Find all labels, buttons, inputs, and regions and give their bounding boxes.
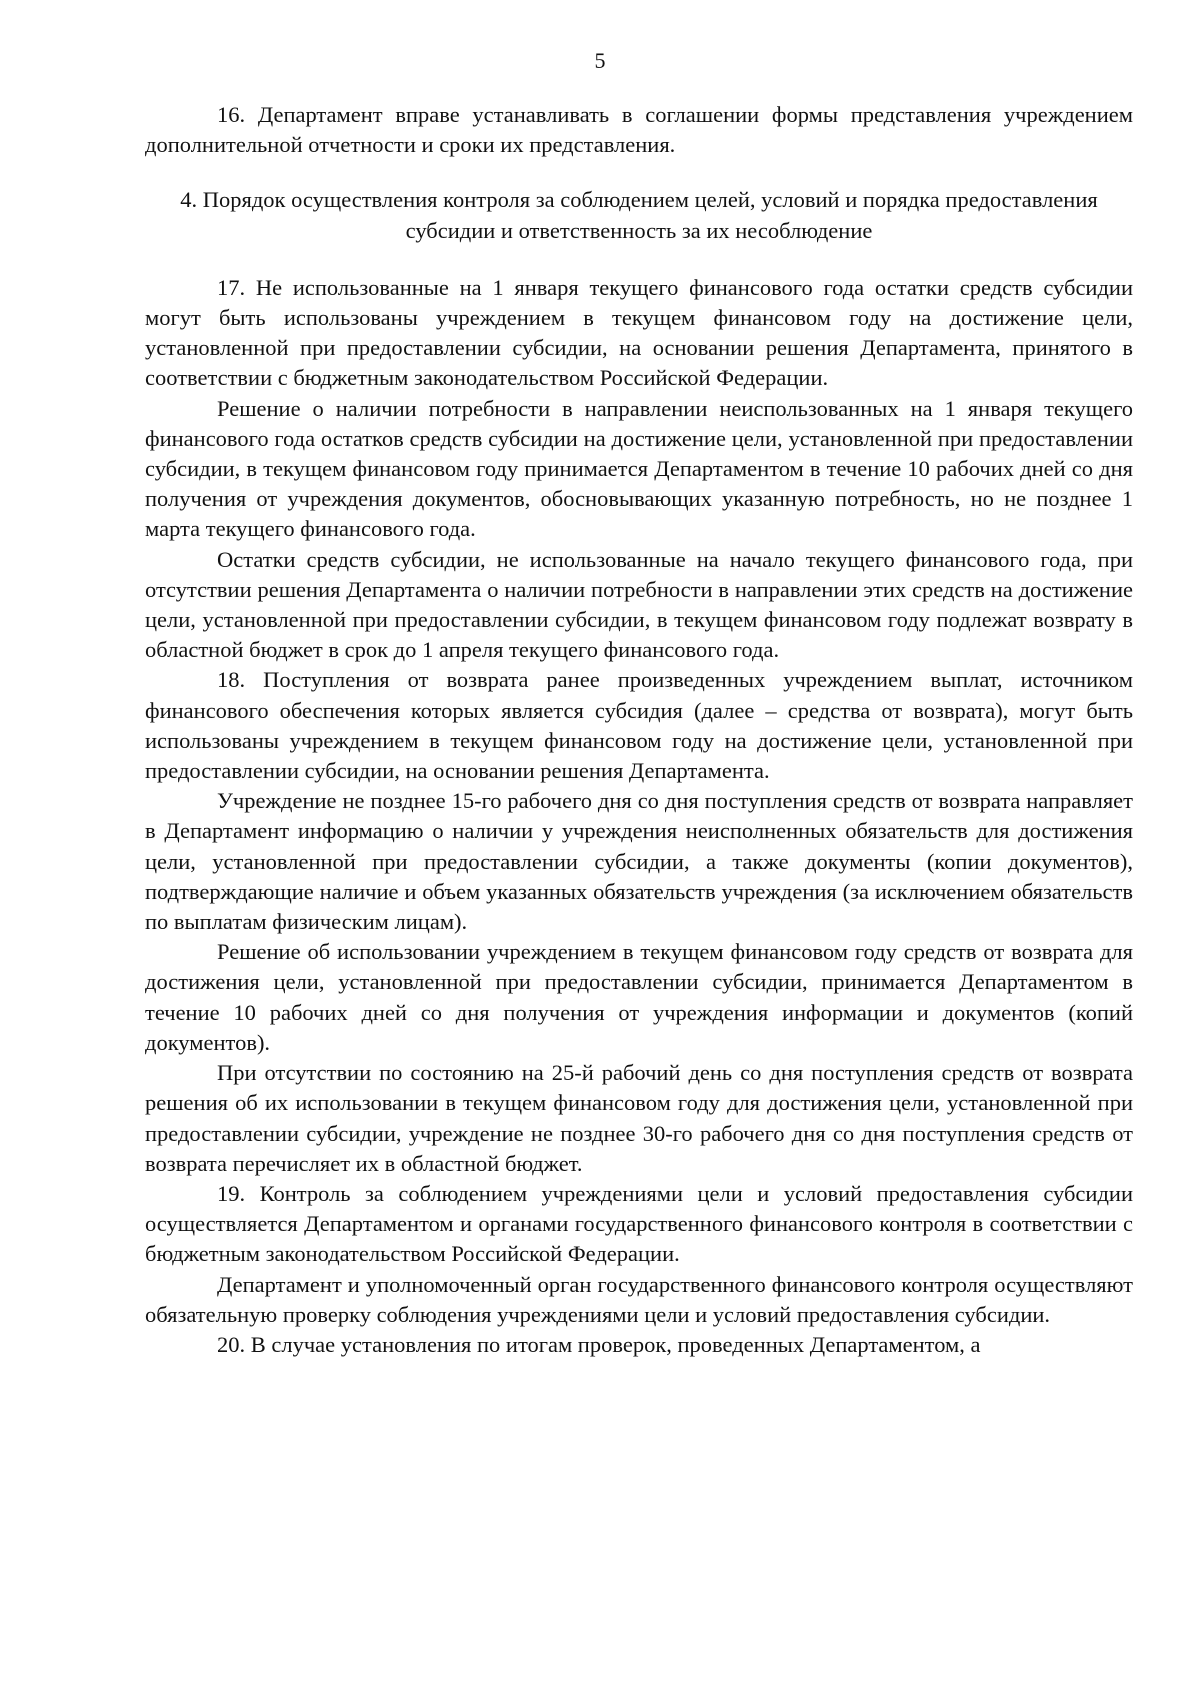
paragraph-17-remainders: Остатки средств субсидии, не использованные на начало текущего финансового года, при отсутствии решения Департамента о наличии потребности в направлении этих средств на достижение цели, установленной при предоставлении субсидии, в текущем финансовом году подлежат возврату в областной бюджет в срок до 1 апреля текущего финансового года. — [145, 546, 1133, 663]
paragraph-17-decision: Решение о наличии потребности в направлении неиспользованных на 1 января текущего финансового года остатков средств субсидии на достижение цели, установленной при предоставлении субсидии, в текущем финансовом году принимается Департаментом в течение 10 рабочих дней со дня получения от учреждения документов, обосновывающих указанную потребность, но не позднее 1 марта текущего финансового года. — [145, 395, 1133, 542]
document-body — [145, 100, 1133, 1360]
page-number: 5 — [594, 48, 606, 73]
paragraph-16: 16. Департамент вправе устанавливать в соглашении формы представления учреждением дополнительной отчетности и сроки их представления. — [145, 102, 1133, 158]
paragraph-19: 19. Контроль за соблюдением учреждениями цели и условий предоставления субсидии осуществляется Департаментом и органами государственного финансового контроля в соответствии с бюджетным законодательством Российской Федерации. — [145, 1180, 1133, 1267]
paragraph-18: 18. Поступления от возврата ранее произведенных учреждением выплат, источником финансового обеспечения которых является субсидия (далее – средства от возврата), могут быть использованы учреждением в текущем финансовом году на достижение цели, установленной при предоставлении субсидии, на основании решения Департамента. — [145, 667, 1133, 784]
paragraph-18-decision: Решение об использовании учреждением в текущем финансовом году средств от возврата для достижения цели, установленной при предоставлении субсидии, принимается Департаментом в течение 10 рабочих дней со дня получения от учреждения информации и документов (копий документов). — [145, 939, 1133, 1055]
paragraph-18-transfer: При отсутствии по состоянию на 25-й рабочий день со дня поступления средств от возврата решения об их использовании в текущем финансовом году для достижения цели, установленной при предоставлении субсидии, учреждение не позднее 30-го рабочего дня со дня поступления средств от возврата перечисляет их в областной бюджет. — [145, 1060, 1133, 1176]
paragraph-19-inspection: Департамент и уполномоченный орган государственного финансового контроля осуществляют обязательную проверку соблюдения учреждениями цели и условий предоставления субсидии. — [145, 1271, 1133, 1327]
section-heading: 4. Порядок осуществления контроля за соблюдением целей, условий и порядка предоставления субсидии и ответственность за их несоблюдение — [180, 187, 1098, 243]
paragraph-18-information: Учреждение не позднее 15-го рабочего дня со дня поступления средств от возврата направляет в Департамент информацию о наличии у учреждения неисполненных обязательств для достижения цели, установленной при предоставлении субсидии, а также документы (копии документов), подтверждающие наличие и объем указанных обязательств учреждения (за исключением обязательств по выплатам физическим лицам). — [145, 788, 1133, 935]
paragraph-17: 17. Не использованные на 1 января текущего финансового года остатки средств субсидии могут быть использованы учреждением в текущем финансовом году на достижение цели, установленной при предоставлении субсидии, на основании решения Департамента, принятого в соответствии с бюджетным законодательством Российской Федерации. — [145, 274, 1133, 391]
paragraph-20: 20. В случае установления по итогам проверок, проведенных Департаментом, а — [217, 1331, 981, 1357]
